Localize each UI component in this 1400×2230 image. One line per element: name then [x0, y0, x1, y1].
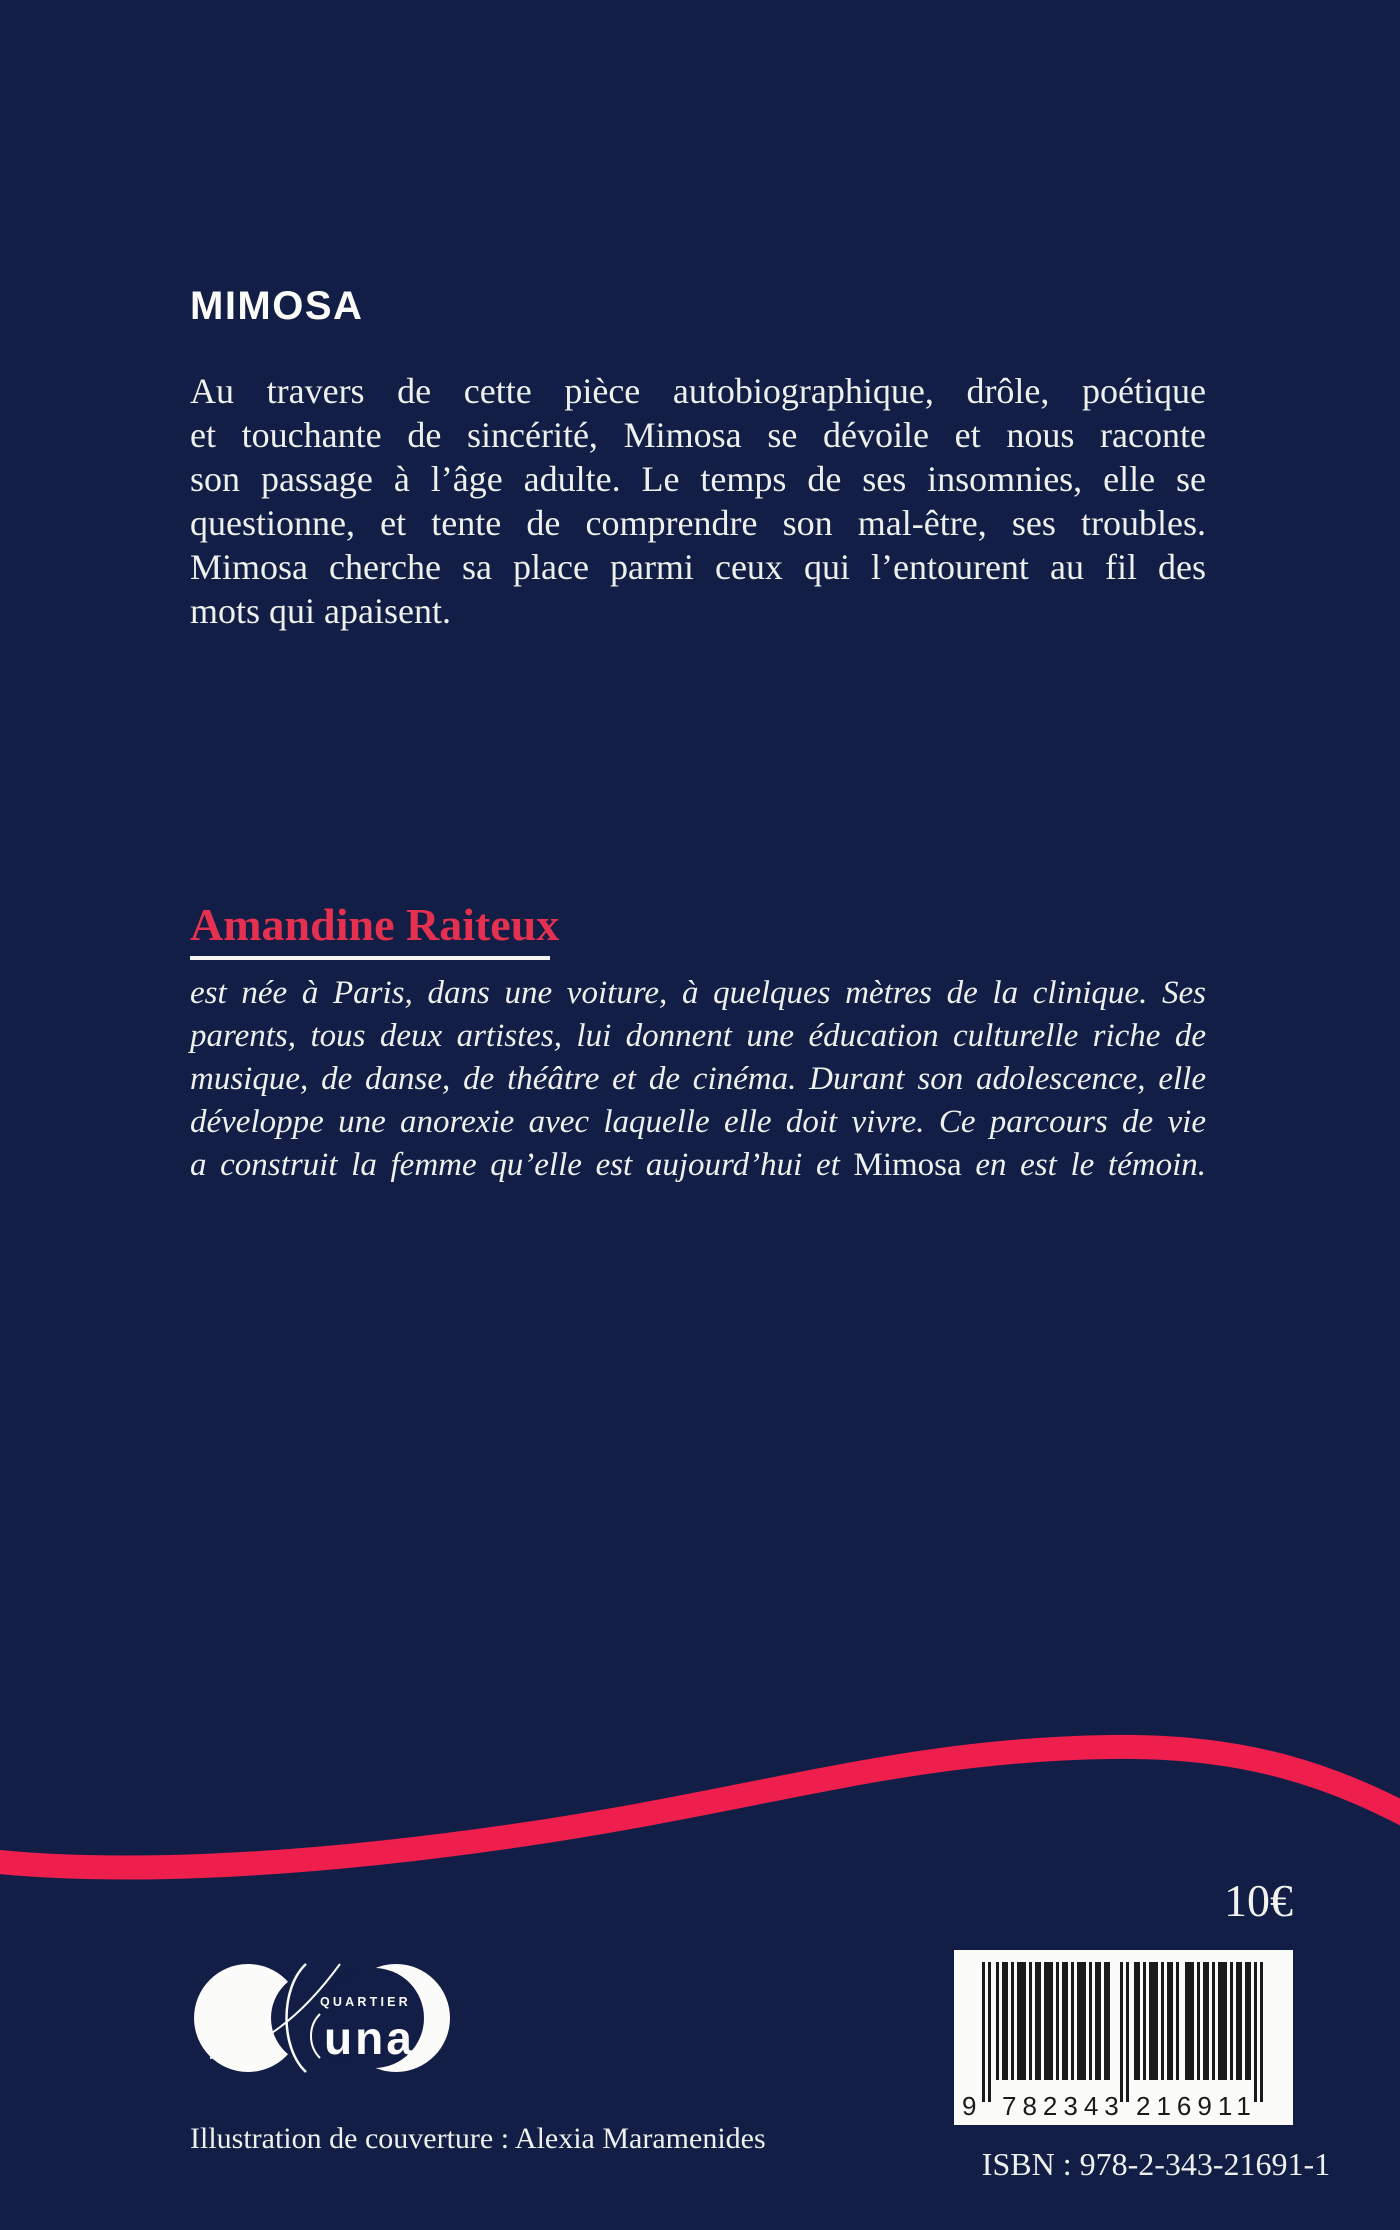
author-name: Amandine Raiteux	[190, 899, 560, 950]
publisher-name-top: QUARTIER	[320, 1995, 411, 2009]
barcode-digits-group1: 782343	[1002, 2091, 1125, 2121]
description-line: Au travers de cette pièce autobiographique, drôle, poétique	[190, 371, 1206, 411]
book-title-mention: Mimosa	[853, 1147, 962, 1183]
author-underline-rule	[190, 956, 550, 960]
author-bio-line	[190, 1144, 1206, 1187]
barcode-digits-group2: 216911	[1136, 2091, 1257, 2121]
book-description	[190, 369, 1206, 633]
description-line: Mimosa cherche sa place parmi ceux qui l’entourent au fil des	[190, 547, 1206, 587]
bio-text: en est le témoin.	[961, 1147, 1206, 1183]
barcode	[954, 1950, 1293, 2125]
price-label: 10€	[1224, 1875, 1293, 1926]
description-line: et touchante de sincérité, Mimosa se dévoile et nous raconte	[190, 415, 1206, 455]
cover-credit: Illustration de couverture : Alexia Maramenides	[190, 2122, 766, 2155]
publisher-logo	[190, 1958, 452, 2078]
isbn-label: ISBN : 978-2-343-21691-1	[981, 2146, 1331, 2182]
barcode-digit-left: 9	[962, 2091, 977, 2121]
barcode-number	[962, 2091, 1257, 2121]
author-bio	[190, 972, 1206, 1187]
description-line: questionne, et tente de comprendre son mal-être, ses troubles.	[190, 503, 1206, 543]
description-line: son passage à l’âge adulte. Le temps de ses insomnies, elle se	[190, 459, 1206, 499]
author-bio-line: est née à Paris, dans une voiture, à quelques mètres de la clinique. Ses	[190, 975, 1206, 1011]
author-bio-line: musique, de danse, de théâtre et de cinéma. Durant son adolescence, elle	[190, 1061, 1206, 1097]
page-title: MIMOSA	[190, 284, 364, 328]
bio-text: a construit la femme qu’elle est aujourd’hui et	[190, 1147, 854, 1183]
author-bio-line: parents, tous deux artistes, lui donnent une éducation culturelle riche de	[190, 1018, 1206, 1054]
publisher-name-main: una	[324, 2012, 415, 2064]
description-line: mots qui apaisent.	[190, 591, 451, 631]
author-bio-line: développe une anorexie avec laquelle elle doit vivre. Ce parcours de vie	[190, 1104, 1206, 1140]
